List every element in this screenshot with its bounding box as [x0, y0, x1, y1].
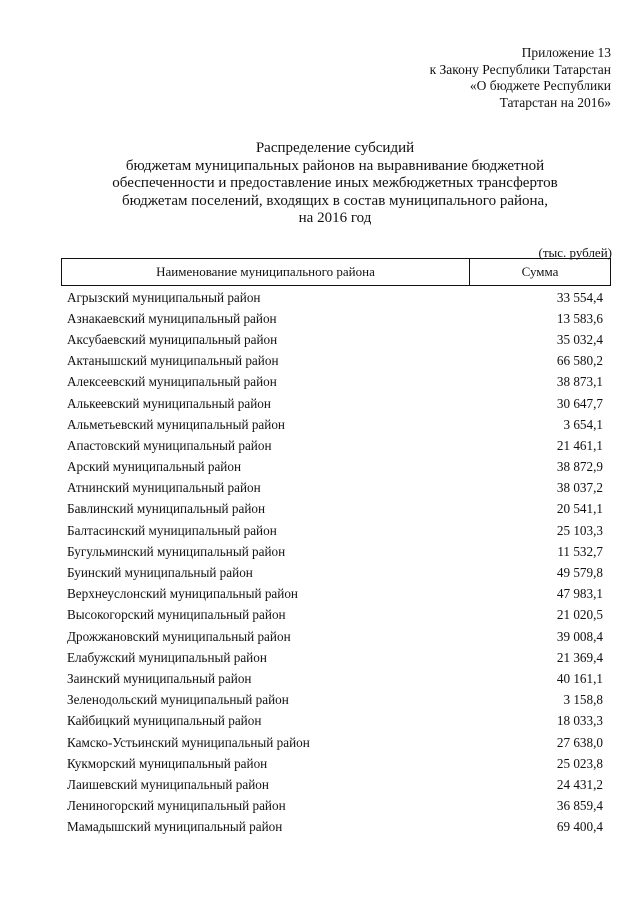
- district-name: Мамадышский муниципальный район: [67, 819, 283, 835]
- table-row: [61, 372, 611, 393]
- district-name: Лениногорский муниципальный район: [67, 798, 286, 814]
- district-name: Балтасинский муниципальный район: [67, 522, 277, 538]
- table-row: [61, 584, 611, 605]
- appendix-line: «О бюджете Республики: [469, 78, 611, 93]
- title-line: бюджетам поселений, входящих в состав муниципального района,: [122, 192, 548, 209]
- table-row: [61, 668, 611, 689]
- subsidy-amount: 38 872,9: [556, 459, 603, 475]
- table-row: [61, 541, 611, 562]
- district-name: Арский муниципальный район: [67, 459, 242, 475]
- table-row: [61, 774, 611, 795]
- appendix-line: к Закону Республики Татарстан: [429, 61, 611, 77]
- subsidy-amount: 24 431,2: [556, 776, 603, 792]
- table-row: [61, 457, 611, 478]
- district-name: Аксубаевский муниципальный район: [67, 331, 278, 347]
- district-name: Высокогорский муниципальный район: [67, 607, 286, 623]
- subsidy-amount: 20 541,1: [556, 501, 603, 517]
- subsidy-amount: 25 103,3: [556, 522, 603, 538]
- table-row: [61, 732, 611, 753]
- column-header-sum: Сумма: [521, 264, 559, 279]
- district-name: Апастовский муниципальный район: [67, 437, 272, 453]
- subsidy-amount: 11 532,7: [557, 543, 603, 559]
- district-name: Атнинский муниципальный район: [67, 480, 261, 496]
- district-name: Бавлинский муниципальный район: [67, 501, 266, 517]
- table-row: [61, 520, 611, 541]
- subsidy-amount: 47 983,1: [556, 586, 603, 602]
- district-name: Алькеевский муниципальный район: [67, 395, 271, 411]
- appendix-header: [430, 45, 611, 111]
- table-row: [61, 308, 611, 329]
- table-header: [61, 258, 611, 286]
- table-row: [61, 711, 611, 732]
- district-name: Агрызский муниципальный район: [67, 289, 261, 305]
- subsidy-amount: 21 020,5: [556, 607, 603, 623]
- subsidy-amount: 3 158,8: [563, 692, 603, 708]
- district-name: Лаишевский муниципальный район: [67, 776, 269, 792]
- table-row: [61, 753, 611, 774]
- table-row: [61, 435, 611, 456]
- subsidy-amount: 69 400,4: [556, 819, 603, 835]
- subsidy-amount: 49 579,8: [556, 565, 603, 581]
- subsidy-amount: 66 580,2: [556, 353, 603, 369]
- district-name: Бугульминский муниципальный район: [67, 543, 286, 559]
- district-name: Кайбицкий муниципальный район: [67, 713, 262, 729]
- table-row: [61, 817, 611, 838]
- table-row: [61, 647, 611, 668]
- subsidy-amount: 39 008,4: [556, 628, 603, 644]
- district-name: Елабужский муниципальный район: [67, 649, 267, 665]
- district-name: Кукморский муниципальный район: [67, 755, 268, 771]
- subsidy-amount: 27 638,0: [556, 734, 603, 750]
- subsidy-amount: 36 859,4: [556, 798, 603, 814]
- column-header-name: Наименование муниципального района: [62, 259, 470, 285]
- table-body: [61, 287, 611, 838]
- table-row: [61, 796, 611, 817]
- appendix-line: Татарстан на 2016»: [499, 94, 611, 110]
- subsidies-table: [61, 258, 611, 838]
- district-name: Алексеевский муниципальный район: [67, 374, 277, 390]
- district-name: Камско-Устьинский муниципальный район: [67, 734, 310, 750]
- subsidy-amount: 21 461,1: [556, 437, 603, 453]
- subsidy-amount: 38 037,2: [556, 480, 603, 496]
- title-line: бюджетам муниципальных районов на выравнивание бюджетной: [125, 157, 545, 174]
- district-name: Азнакаевский муниципальный район: [67, 310, 277, 326]
- table-row: [61, 351, 611, 372]
- subsidy-amount: 25 023,8: [556, 755, 603, 771]
- subsidy-amount: 21 369,4: [556, 649, 603, 665]
- title-line: Распределение субсидий: [255, 140, 415, 156]
- district-name: Актанышский муниципальный район: [67, 353, 279, 369]
- subsidy-amount: 38 873,1: [556, 374, 603, 390]
- district-name: Альметьевский муниципальный район: [67, 416, 285, 432]
- district-name: Буинский муниципальный район: [67, 565, 253, 581]
- table-row: [61, 393, 611, 414]
- table-row: [61, 605, 611, 626]
- subsidy-amount: 33 554,4: [556, 289, 603, 305]
- table-row: [61, 329, 611, 350]
- district-name: Дрожжановский муниципальный район: [67, 628, 291, 644]
- subsidy-amount: 18 033,3: [556, 713, 603, 729]
- subsidy-amount: 40 161,1: [556, 670, 603, 686]
- subsidy-amount: 35 032,4: [556, 331, 603, 347]
- table-row: [61, 562, 611, 583]
- table-row: [61, 478, 611, 499]
- table-row: [61, 414, 611, 435]
- subsidy-amount: 30 647,7: [556, 395, 603, 411]
- table-row: [61, 499, 611, 520]
- table-row: [61, 690, 611, 711]
- district-name: Зеленодольский муниципальный район: [67, 692, 289, 708]
- title-line: обеспеченности и предоставление иных межбюджетных трансфертов: [112, 175, 558, 191]
- district-name: Заинский муниципальный район: [67, 670, 252, 686]
- units-note: (тыс. рублей): [538, 245, 612, 260]
- document-title: [100, 140, 570, 228]
- subsidy-amount: 3 654,1: [563, 416, 603, 432]
- table-row: [61, 626, 611, 647]
- table-row: [61, 287, 611, 308]
- appendix-line: Приложение 13: [521, 45, 611, 60]
- subsidy-amount: 13 583,6: [556, 310, 603, 326]
- district-name: Верхнеуслонский муниципальный район: [67, 586, 298, 602]
- title-line: на 2016 год: [298, 210, 372, 226]
